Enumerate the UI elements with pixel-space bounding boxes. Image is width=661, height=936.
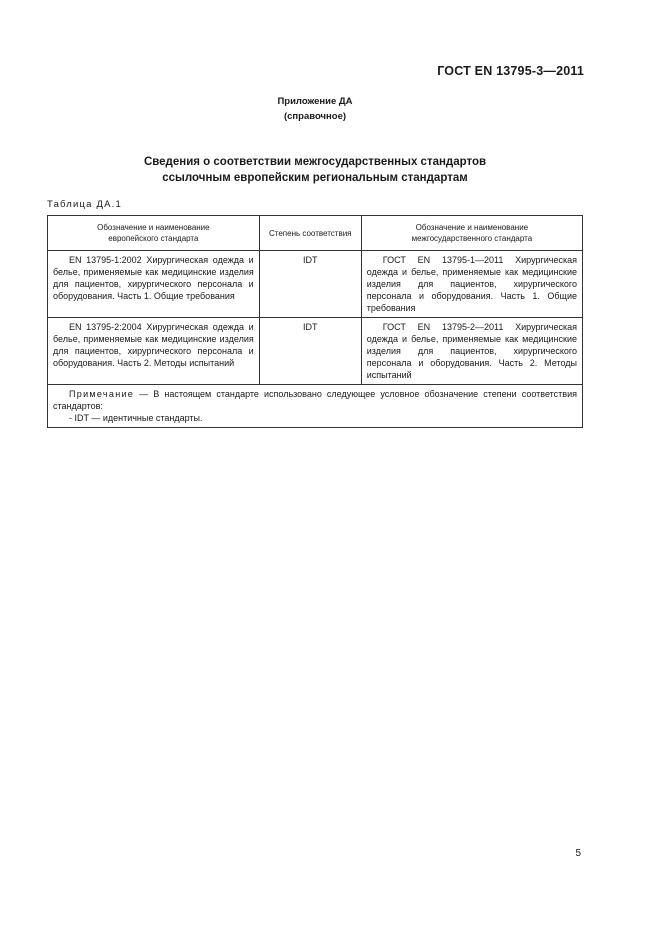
section-title-line1: Сведения о соответствии межгосударственных стандартов [143,156,487,168]
appendix-title: Приложение ДА [277,96,353,107]
appendix-heading [0,94,630,124]
cell-interstate-standard: ГОСТ EN 13795-1—2011 Хирургическая одежда и белье, применяемые как медицинские изделия для пациентов, хирургического персонала и оборудования. Часть 1. Общие требования [361,251,582,318]
cell-degree: IDT [259,318,361,385]
section-title [0,154,630,186]
header-degree: Степень соответствия [259,216,361,251]
table-caption: Таблица ДА.1 [47,199,122,210]
table-note-row [48,385,583,428]
note-item: - IDT — идентичные стандарты. [69,413,203,423]
section-title-line2: ссылочным европейским региональным стандартам [162,172,468,184]
table-row [48,251,583,318]
table-row [48,318,583,385]
note-label: Примечание [69,389,135,399]
cell-degree: IDT [259,251,361,318]
cell-interstate-standard: ГОСТ EN 13795-2—2011 Хирургическая одежда и белье, применяемые как медицинские изделия для пациентов, хирургического персонала и оборудования. Часть 2. Методы испытаний [361,318,582,385]
header-european-standard: Обозначение и наименование европейского стандарта [48,216,260,251]
table-note [48,385,583,428]
table-header-row [48,216,583,251]
cell-european-standard: EN 13795-1:2002 Хирургическая одежда и белье, применяемые как медицинские изделия для пациентов, хирургического персонала и оборудования. Часть 1. Общие требования [48,251,260,318]
correspondence-table [47,215,583,428]
header-interstate-standard: Обозначение и наименование межгосударственного стандарта [361,216,582,251]
page-number: 5 [575,848,581,859]
note-text: — В настоящем стандарте использовано следующее условное обозначение степени соответствия стандартов: [53,389,577,411]
cell-european-standard: EN 13795-2:2004 Хирургическая одежда и белье, применяемые как медицинские изделия для пациентов, хирургического персонала и оборудования. Часть 2. Методы испытаний [48,318,260,385]
document-header: ГОСТ EN 13795-3—2011 [437,64,584,78]
appendix-type: (справочное) [283,111,347,122]
